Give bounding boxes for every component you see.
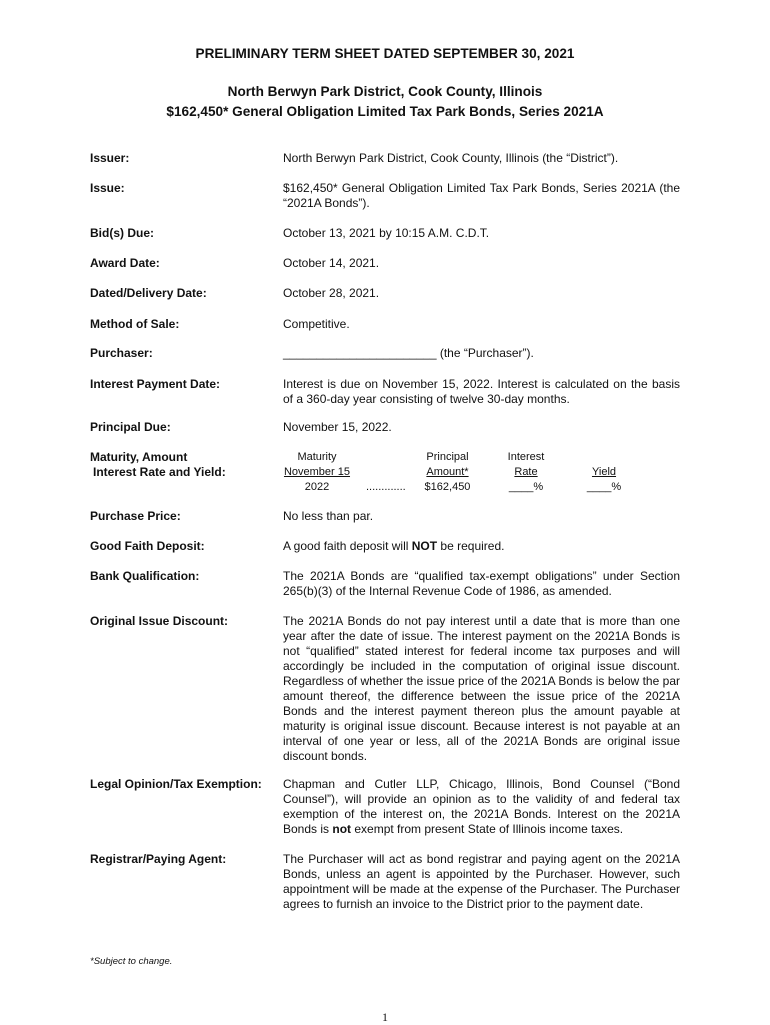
document-title: PRELIMINARY TERM SHEET DATED SEPTEMBER 30, 2021 — [195, 46, 575, 61]
principal-column — [420, 450, 475, 495]
page-number: 1 — [382, 1010, 388, 1024]
term-value: October 13, 2021 by 10:15 A.M. C.D.T. — [283, 226, 490, 240]
col-header: Amount* — [426, 466, 469, 478]
term-label: Registrar/Paying Agent: — [90, 852, 227, 866]
term-value: $162,450* General Obligation Limited Tax Park Bonds, Series 2021A (the “2021A Bonds”). — [283, 181, 680, 210]
term-label: Original Issue Discount: — [90, 614, 229, 628]
col-header: Rate — [514, 466, 538, 478]
term-value: Interest is due on November 15, 2022. Interest is calculated on the basis of a 360-day year consisting of twelve 30-day months. — [283, 377, 680, 406]
value-text: exempt from present State of Illinois income taxes. — [351, 822, 624, 836]
term-label: Good Faith Deposit: — [90, 539, 205, 553]
term-label: Bank Qualification: — [90, 569, 200, 583]
term-value: No less than par. — [283, 509, 374, 523]
term-value: The 2021A Bonds do not pay interest until a date that is more than one year after the date of issue. The interest payment on the 2021A Bonds is not “qualified” stated interest for federal income tax purposes and will accordingly be included in the computation of original issue discount. Regardless of whether the issue price of the 2021A Bonds is below the par amount thereof, the difference between the issue price of the 2021A Bonds and the interest payment thereon plus the amount payable at maturity is original issue discount. Because interest is not payable at an interval of one year or less, all of the 2021A Bonds are original issue discount bonds. — [283, 614, 680, 763]
term-value: October 14, 2021. — [283, 256, 380, 270]
term-label: Award Date: — [90, 256, 160, 270]
value-text: be required. — [437, 539, 505, 553]
col-header: Yield — [591, 466, 617, 478]
term-label: Principal Due: — [90, 420, 171, 434]
term-value — [283, 777, 680, 837]
principal-amount: $162,450 — [424, 481, 471, 493]
rate-column — [498, 450, 554, 495]
value-emphasis: not — [332, 822, 352, 836]
term-value: The 2021A Bonds are “qualified tax-exempt obligations” under Section 265(b)(3) of the Internal Revenue Code of 1986, as amended. — [283, 569, 680, 598]
maturity-year: 2022 — [304, 481, 330, 493]
maturity-label-line2: Interest Rate and Yield: — [93, 465, 226, 479]
term-label: Method of Sale: — [90, 317, 180, 331]
term-value: The Purchaser will act as bond registrar and paying agent on the 2021A Bonds, unless an agent is appointed by the Purchaser. However, such appointment will be made at the expense of the Purchaser. The Purchaser agrees to furnish an invoice to the District prior to the payment date. — [283, 852, 680, 911]
term-value: _______________________ (the “Purchaser”). — [283, 346, 534, 360]
term-value: November 15, 2022. — [283, 420, 392, 434]
term-value — [283, 539, 680, 554]
term-label — [90, 450, 280, 480]
term-label: Bid(s) Due: — [90, 226, 154, 240]
term-label: Dated/Delivery Date: — [90, 286, 207, 300]
issuer-heading: North Berwyn Park District, Cook County, Illinois — [227, 84, 543, 99]
term-label: Purchaser: — [90, 346, 153, 360]
maturity-column — [283, 450, 351, 495]
maturity-label-line1: Maturity, Amount — [90, 450, 188, 464]
yield-column — [578, 465, 630, 495]
interest-rate: ____% — [508, 481, 544, 493]
leader-dots: ............. — [366, 481, 406, 493]
term-label: Legal Opinion/Tax Exemption: — [90, 777, 262, 791]
bond-heading: $162,450* General Obligation Limited Tax Park Bonds, Series 2021A — [166, 104, 604, 119]
term-value: October 28, 2021. — [283, 286, 380, 300]
col-header: Principal — [426, 451, 469, 463]
yield-value: ____% — [586, 481, 622, 493]
col-header: Interest — [507, 451, 545, 463]
value-emphasis: NOT — [411, 539, 438, 553]
term-maturity — [90, 450, 690, 498]
term-label: Purchase Price: — [90, 509, 181, 523]
col-header: Maturity — [297, 451, 337, 463]
footnote: *Subject to change. — [90, 956, 173, 967]
term-label: Issue: — [90, 181, 125, 195]
term-label: Issuer: — [90, 151, 130, 165]
term-label: Interest Payment Date: — [90, 377, 221, 391]
term-value: Competitive. — [283, 317, 350, 331]
value-text: Chapman and Cutler LLP, Chicago, Illinois, Bond Counsel (“Bond Counsel”), will provide an opinion as to the validity of and federal tax exemption of the interest on, the 2021A Bonds. Interest on the 2021A Bonds is — [283, 777, 680, 836]
col-header: November 15 — [283, 466, 351, 478]
value-text: A good faith deposit will — [283, 539, 412, 553]
term-value: North Berwyn Park District, Cook County, Illinois (the “District”). — [283, 151, 619, 165]
